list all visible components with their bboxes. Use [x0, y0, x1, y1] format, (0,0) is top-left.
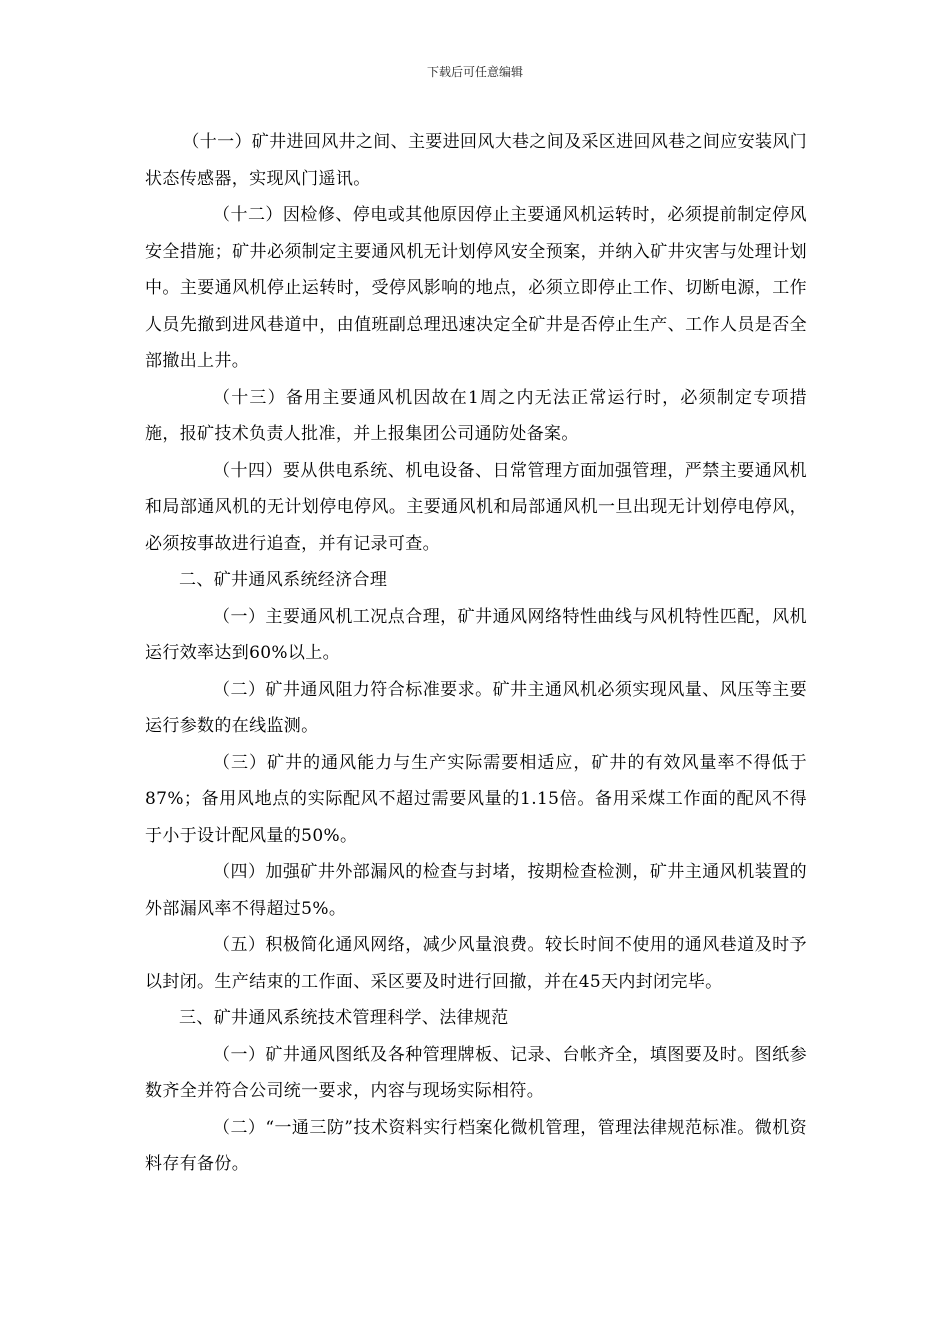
paragraph-12: （十二）因检修、停电或其他原因停止主要通风机运转时，必须提前制定停风安全措施；矿井必须制定主要通风机无计划停风安全预案，并纳入矿井灾害与处理计划中。主要通风机停止运转时，受停风影响的地点，必须立即停止工作、切断电源，工作人员先撤到进风巷道中，由值班副总理迅速决定全矿井是否停止生产、工作人员是否全部撤出上井。: [145, 205, 807, 371]
paragraph-2-4: （四）加强矿井外部漏风的检查与封堵，按期检查检测，矿井主通风机装置的外部漏风率不得超过5%。: [145, 862, 807, 919]
paragraph-2-2: （二）矿井通风阻力符合标准要求。矿井主通风机必须实现风量、风压等主要运行参数的在线监测。: [145, 679, 807, 736]
paragraph-13: （十三）备用主要通风机因故在1周之内无法正常运行时，必须制定专项措施，报矿技术负责人批准，并上报集团公司通防处备案。: [145, 387, 807, 444]
paragraph-14: （十四）要从供电系统、机电设备、日常管理方面加强管理，严禁主要通风机和局部通风机的无计划停电停风。主要通风机和局部通风机一旦出现无计划停电停风，必须按事故进行追查，并有记录可查。: [145, 460, 807, 554]
paragraph-3-2: （二）“一通三防”技术资料实行档案化微机管理，管理法律规范标准。微机资料存有备份。: [145, 1117, 807, 1174]
section-heading-2: 二、矿井通风系统经济合理: [179, 570, 388, 590]
paragraph-2-5: （五）积极简化通风网络，减少风量浪费。较长时间不使用的通风巷道及时予以封闭。生产结束的工作面、采区要及时进行回撤，并在45天内封闭完毕。: [145, 935, 807, 992]
paragraph-11: （十一）矿井进回风井之间、主要进回风大巷之间及采区进回风巷之间应安装风门状态传感器，实现风门遥讯。: [145, 132, 807, 189]
page-header: 下载后可任意编辑: [426, 65, 523, 79]
paragraph-2-3: （三）矿井的通风能力与生产实际需要相适应，矿井的有效风量率不得低于87%；备用风地点的实际配风不超过需要风量的1.15倍。备用采煤工作面的配风不得于小于设计配风量的50%。: [145, 752, 807, 846]
section-heading-3: 三、矿井通风系统技术管理科学、法律规范: [179, 1008, 509, 1028]
document-body: [145, 124, 807, 1183]
paragraph-3-1: （一）矿井通风图纸及各种管理牌板、记录、台帐齐全，填图要及时。图纸参数齐全并符合公司统一要求，内容与现场实际相符。: [145, 1044, 807, 1101]
paragraph-2-1: （一）主要通风机工况点合理，矿井通风网络特性曲线与风机特性匹配，风机运行效率达到60%以上。: [145, 606, 807, 663]
